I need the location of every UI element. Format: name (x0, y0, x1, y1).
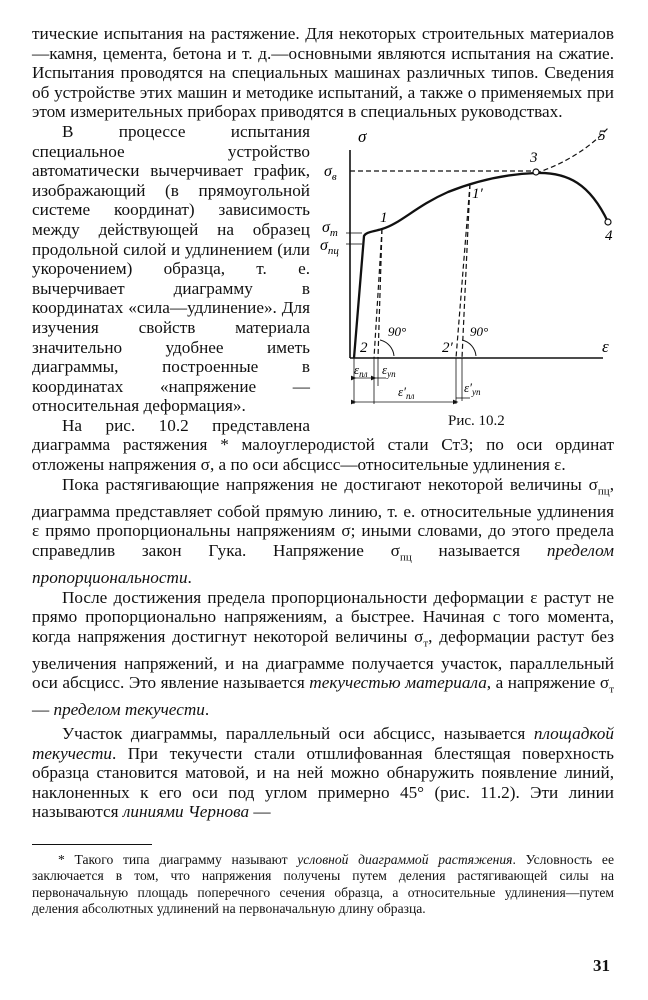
angle-2-label: 90° (470, 323, 489, 339)
point-1p-label: 1′ (472, 185, 483, 202)
eps-pl-prime-label: $\varepsilon'_{пл}$ (398, 383, 415, 401)
paragraph-4: Пока растягивающие напряжения не достигают некоторой величины $\sigma_{пц}$, диаграмма представляет собой прямую линию, т. е. относительные удлинения ε прямо пропорциональны напряжениям σ; иными словами, до этого предела справедлив закон Гука. Напряжение $\sigma_{пц}$ называется пределом пропорциональности. (32, 474, 614, 587)
point-4-marker (605, 219, 611, 225)
angle-1-label: 90° (388, 323, 407, 339)
paragraph-3: На рис. 10.2 представлена диаграмма растяжения * малоуглеродистой стали Ст3; по оси ординат отложены напряжения σ, а по оси абсцисс—относительные удлинения ε. (32, 415, 614, 475)
unloading-line-1pb (462, 184, 470, 358)
page-body (32, 24, 614, 917)
angle-arc-1 (380, 340, 394, 356)
axis-x-label: ε (602, 336, 609, 356)
point-2-label: 2 (360, 339, 368, 356)
paragraph-1: тические испытания на растяжение. Для некоторых строительных материалов—камня, цемента, бетона и т. д.—основными являются испытания на сжатие. Испытания проводятся на специальных машинах различных типов. Сведения об устройстве этих машин и методике испытаний, а также о применяемых при этом измерительных приборах приводятся в специальных руководствах. (32, 24, 614, 122)
figure-caption: Рис. 10.2 (448, 412, 505, 429)
point-3-marker (533, 169, 539, 175)
paragraph-6: Участок диаграммы, параллельный оси абсцисс, называется площадкой текучести. При текучести стали отшлифованная блестящая поверхность образца становится матовой, и на ней можно обнаружить появление линий, наклоненных к его оси под углом примерно 45° (рис. 11.2). Эти линии называются линиями Чернова — (32, 723, 614, 822)
paragraph-5: После достижения предела пропорциональности деформации ε растут не прямо пропорционально напряжениям, а быстрее. Начиная с того момента, когда напряжения достигнут некоторой величины $\sigma_т$, деформации растут без увеличения напряжений, и на диаграмме получается участок, параллельный оси абсцисс. Это явление называется текучестью материала, а напряжение $\sigma_т$ — пределом текучести. (32, 587, 614, 720)
eps-up-label: $\varepsilon_{уп}$ (382, 361, 396, 379)
point-3-label: 3 (530, 149, 538, 166)
sigma-pc-label: $\sigma_{пц}$ (320, 236, 339, 257)
point-2p-label: 2′ (442, 339, 453, 356)
figure-10-2 (320, 126, 614, 429)
footnote-rule (32, 844, 152, 845)
angle-arc-2 (462, 340, 476, 356)
sigma-t-label: $\sigma_т$ (322, 218, 338, 239)
eps-up-prime-label: $\varepsilon'_{уп}$ (464, 379, 481, 397)
point-5-label: 5 (598, 127, 606, 144)
eps-pl-label: $\varepsilon_{пл}$ (354, 361, 368, 379)
stress-strain-diagram (318, 126, 618, 416)
footnote: * Такого типа диаграмму называют условной диаграммой растяжения. Условность ее заключается в том, что напряжения получены путем деления растягивающей силы на первоначальную площадь поперечного сечения образца, а относительные удлинения—путем деления абсолютных удлинений на первоначальную длину образца. (32, 851, 614, 916)
sigma-b-label: $\sigma_в$ (324, 162, 337, 183)
paragraph-2-text: В процессе испытания специальное устройство автоматически вычерчивает график, изображающий (в прямоугольной системе координат) зависимость между действующей на образец продольной силой и удлинением (или укорочением) образца, т. е. вычерчивает диаграмму в координатах «сила—удлинение». Для изучения свойств материала значительно удобнее иметь диаграммы, построенные в координатах «напряжение — относительная деформация». (32, 121, 310, 416)
axis-y-label: σ (358, 126, 367, 146)
paragraph-2 (32, 121, 614, 429)
page-number: 31 (593, 956, 610, 975)
point-4-label: 4 (605, 227, 613, 244)
point-1-label: 1 (380, 209, 388, 226)
